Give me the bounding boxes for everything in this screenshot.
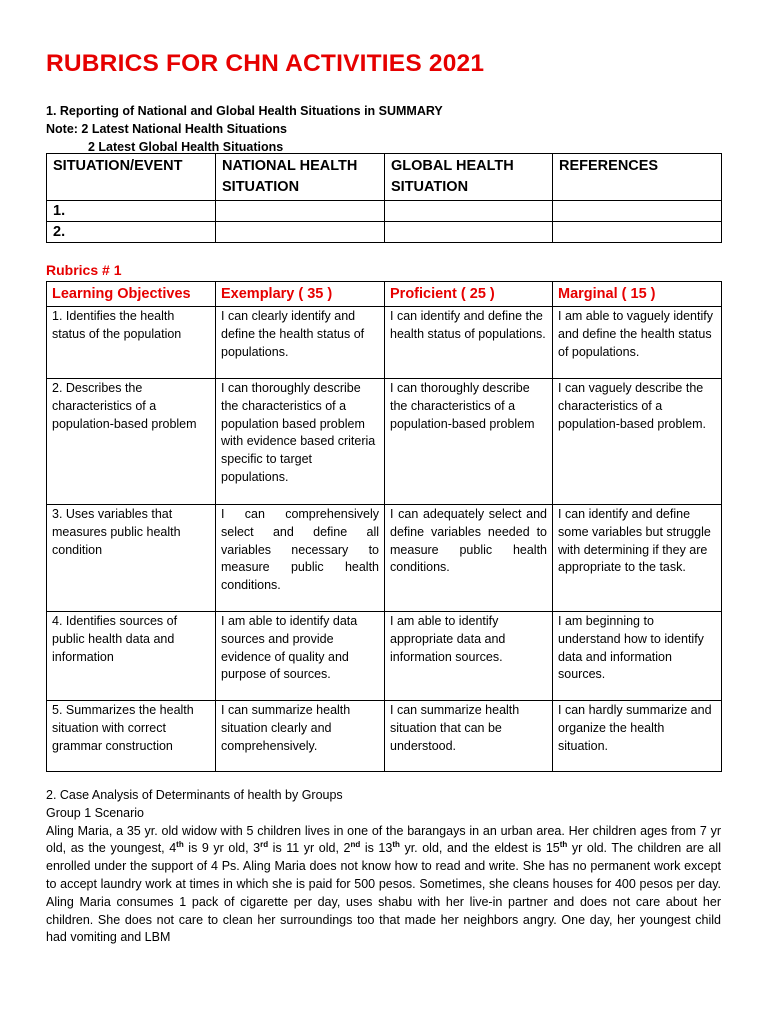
header-exemplary: Exemplary ( 35 ) [216, 282, 385, 307]
table-row [47, 201, 722, 222]
section-2 [46, 787, 721, 960]
proficient-cell: I am able to identify appropriate data and information sources. [385, 612, 553, 701]
table-row [47, 505, 722, 612]
proficient-cell: I can identify and define the health status of populations. [385, 307, 553, 379]
objective-cell: 1. Identifies the health status of the population [47, 307, 216, 379]
table-row [47, 701, 722, 772]
row-number: 1. [47, 201, 216, 222]
rubrics-table [46, 281, 722, 772]
marginal-cell: I am able to vaguely identify and define the health status of populations. [553, 307, 722, 379]
marginal-cell: I am beginning to understand how to identify data and information sources. [553, 612, 722, 701]
exemplary-cell: I can comprehensively select and define all variables necessary to measure public health conditions. [216, 505, 385, 612]
marginal-cell: I can hardly summarize and organize the health situation. [553, 701, 722, 772]
marginal-cell: I can vaguely describe the characteristics of a population-based problem. [553, 379, 722, 505]
document-title: RUBRICS FOR CHN ACTIVITIES 2021 [46, 50, 485, 77]
table-cell [553, 222, 722, 243]
objective-cell: 3. Uses variables that measures public health condition [47, 505, 216, 612]
table-row [47, 379, 722, 505]
section-1-heading: 1. Reporting of National and Global Health Situations in SUMMARY [46, 104, 443, 118]
row-number: 2. [47, 222, 216, 243]
objective-cell: 5. Summarizes the health situation with correct grammar construction [47, 701, 216, 772]
exemplary-cell: I can thoroughly describe the characteristics of a population based problem with evidence based criteria specific to target populations. [216, 379, 385, 505]
exemplary-cell: I can summarize health situation clearly and comprehensively. [216, 701, 385, 772]
marginal-cell: I can identify and define some variables but struggle with determining if they are appropriate to the task. [553, 505, 722, 612]
table-cell [553, 201, 722, 222]
section-1-note-2: 2 Latest Global Health Situations [88, 140, 284, 154]
rubrics-table-header [47, 282, 722, 307]
table-row [47, 307, 722, 379]
header-global-health: GLOBAL HEALTH SITUATION [385, 154, 553, 201]
table-row [47, 612, 722, 701]
table-cell [385, 201, 553, 222]
table-row [47, 222, 722, 243]
objective-cell: 2. Describes the characteristics of a population-based problem [47, 379, 216, 505]
header-proficient: Proficient ( 25 ) [385, 282, 553, 307]
header-references: REFERENCES [553, 154, 722, 201]
exemplary-cell: I am able to identify data sources and provide evidence of quality and purpose of sources. [216, 612, 385, 701]
rubrics-label: Rubrics # 1 [46, 262, 122, 278]
situation-table-header [47, 154, 722, 201]
header-national-health: NATIONAL HEALTH SITUATION [216, 154, 385, 201]
objective-cell: 4. Identifies sources of public health data and information [47, 612, 216, 701]
header-situation-event: SITUATION/EVENT [47, 154, 216, 201]
table-cell [216, 201, 385, 222]
proficient-cell: I can summarize health situation that can be understood. [385, 701, 553, 772]
proficient-cell: I can adequately select and define variables needed to measure public health conditions. [385, 505, 553, 612]
header-learning-objectives: Learning Objectives [47, 282, 216, 307]
table-cell [385, 222, 553, 243]
exemplary-cell: I can clearly identify and define the health status of populations. [216, 307, 385, 379]
header-marginal: Marginal ( 15 ) [553, 282, 722, 307]
scenario-subheading: Group 1 Scenario [46, 805, 144, 820]
section-1-header [46, 102, 443, 156]
situation-table [46, 153, 722, 243]
scenario-paragraph: Aling Maria, a 35 yr. old widow with 5 children lives in one of the barangays in an urban area. Her children ages from 7 yr old, as the youngest, 4th is 9 yr old, 3rd is 11 yr old, 2nd is 13th yr. old, and the eldest is 15th yr old. The children are all enrolled under the support of 4 Ps. Aling Maria does not know how to read and write. She has no permanent work except to accept laundry work at times in which she is paid for 500 pesos. Sometimes, she cleans houses for 400 pesos per day. Aling Maria consumes 1 pack of cigarette per day, uses shabu with her live-in partner and does not care about her children. She does not care to clean her surroundings too that made her neighbors angry. One day, her youngest child had vomiting and LBM [46, 823, 721, 945]
section-1-note: Note: 2 Latest National Health Situations [46, 122, 288, 136]
section-2-heading: 2. Case Analysis of Determinants of health by Groups [46, 788, 343, 802]
proficient-cell: I can thoroughly describe the characteristics of a population-based problem [385, 379, 553, 505]
table-cell [216, 222, 385, 243]
